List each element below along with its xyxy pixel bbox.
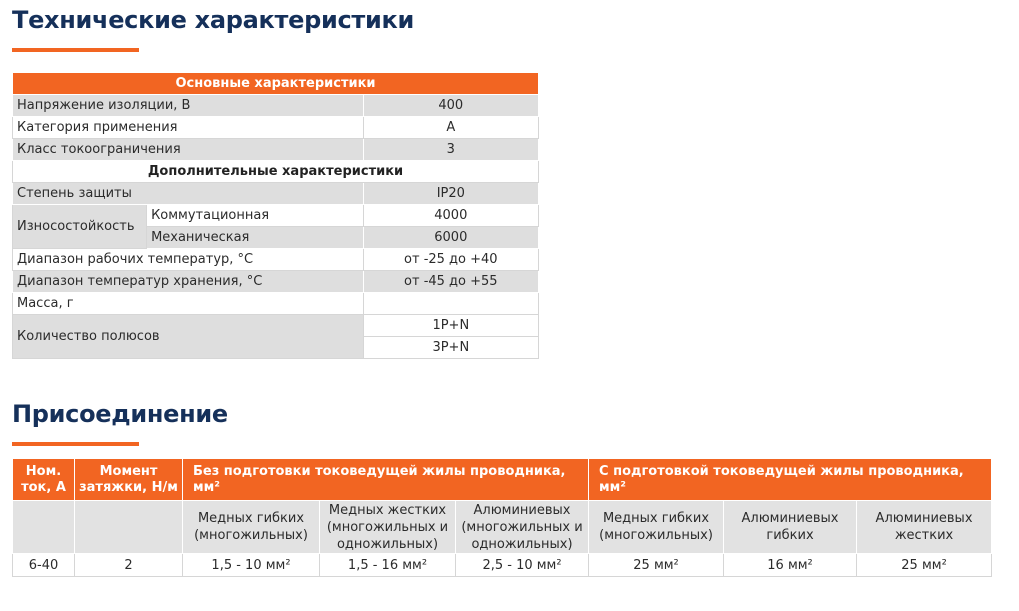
spec-label: Диапазон рабочих температур, °C [13, 249, 364, 271]
subheader-cell: Алюминиевых гибких [724, 501, 857, 554]
table-row [13, 139, 539, 161]
spec-label: Напряжение изоляции, В [13, 95, 364, 117]
value-cell: 1,5 - 10 мм² [183, 554, 320, 577]
spec-label: Диапазон температур хранения, °C [13, 271, 364, 293]
spec-value: от -45 до +55 [363, 271, 538, 293]
value-cell: 2,5 - 10 мм² [456, 554, 589, 577]
spec-value: от -25 до +40 [363, 249, 538, 271]
spec-value: A [363, 117, 538, 139]
connection-table [12, 458, 992, 577]
spec-value: IP20 [363, 183, 538, 205]
empty-cell [75, 501, 183, 554]
spec-label: Степень защиты [13, 183, 364, 205]
value-cell: 25 мм² [589, 554, 724, 577]
subheader-cell: Алюминиевых (многожильных и одножильных) [456, 501, 589, 554]
spec-value: 3P+N [363, 337, 538, 359]
spec-sublabel: Механическая [147, 227, 364, 249]
spec-main-header: Основные характеристики [13, 73, 539, 95]
table-row [13, 205, 539, 227]
conn-subheader-row [13, 501, 992, 554]
table-row [13, 293, 539, 315]
spec-value: 400 [363, 95, 538, 117]
table-row [13, 95, 539, 117]
rated-current-cell: 6-40 [13, 554, 75, 577]
spec-sublabel: Коммутационная [147, 205, 364, 227]
col-header-with-prep: С подготовкой токоведущей жилы проводника, мм² [589, 459, 992, 501]
conn-header-row [13, 459, 992, 501]
table-row [13, 315, 539, 337]
spec-value: 3 [363, 139, 538, 161]
spec-value [363, 293, 538, 315]
subheader-cell: Алюминиевых жестких [857, 501, 992, 554]
title-underline [12, 48, 139, 52]
spec-value: 1P+N [363, 315, 538, 337]
value-cell: 16 мм² [724, 554, 857, 577]
section-title: Присоединение [12, 400, 228, 428]
spec-value: 6000 [363, 227, 538, 249]
col-header-torque: Момент затяжки, Н/м [75, 459, 183, 501]
torque-cell: 2 [75, 554, 183, 577]
spec-label: Износостойкость [13, 205, 147, 249]
spec-label: Категория применения [13, 117, 364, 139]
table-row [13, 271, 539, 293]
spec-extra-header: Дополнительные характеристики [13, 161, 539, 183]
col-header-without-prep: Без подготовки токоведущей жилы проводника, мм² [183, 459, 589, 501]
page-title: Технические характеристики [12, 6, 415, 34]
spec-main-header-row [13, 73, 539, 95]
title-underline [12, 442, 139, 446]
value-cell: 1,5 - 16 мм² [320, 554, 456, 577]
spec-value: 4000 [363, 205, 538, 227]
value-cell: 25 мм² [857, 554, 992, 577]
table-row [13, 183, 539, 205]
table-row [13, 554, 992, 577]
subheader-cell: Медных гибких (многожильных) [589, 501, 724, 554]
spec-label: Класс токоограничения [13, 139, 364, 161]
col-header-rated-current: Ном. ток, А [13, 459, 75, 501]
subheader-cell: Медных жестких (многожильных и одножильных) [320, 501, 456, 554]
spec-extra-header-row [13, 161, 539, 183]
spec-label: Масса, г [13, 293, 364, 315]
spec-table [12, 72, 539, 359]
spec-label: Количество полюсов [13, 315, 364, 359]
table-row [13, 117, 539, 139]
table-row [13, 249, 539, 271]
empty-cell [13, 501, 75, 554]
subheader-cell: Медных гибких (многожильных) [183, 501, 320, 554]
